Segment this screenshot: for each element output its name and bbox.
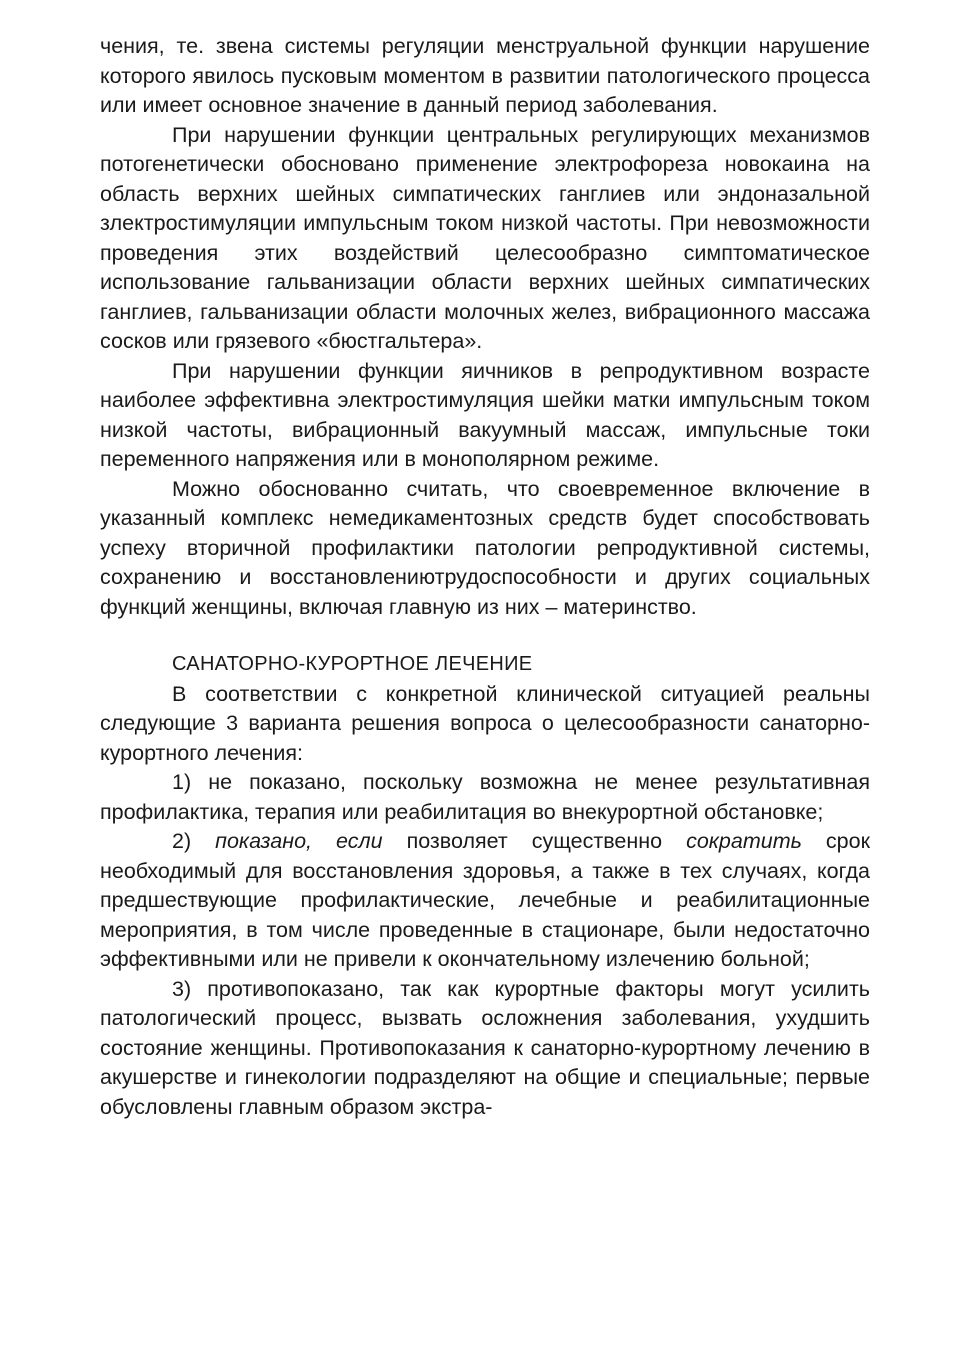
body-text	[100, 32, 870, 1122]
paragraph-central-mechanisms: При нарушении функции центральных регулирующих механизмов потогенетически обосновано применение электрофореза новокаина на область верхних шейных симпатических ганглиев или эндоназальной злектростимуляции импульсным током низкой частоты. При невозможности проведения этих воздействий целесообразно симптоматическое использование гальванизации области верхних шейных симпатических ганглиев, гальванизации области молочных желез, вибрационного массажа сосков или грязевого «бюстгальтера».	[100, 122, 870, 353]
item2-rest: срок необходимый для восстановления здоровья, а также в тех случаях, когда предшествующие профилактические, лечебные и реабилитационные мероприятия, в том числе проведенные в стационаре, были недостаточно эффективными или не привели к окончательному излечению больной;	[100, 829, 871, 971]
list-item-2	[100, 827, 870, 975]
list-item-3: 3) противопоказано, так как курортные факторы могут усилить патологический процесс, вызвать осложнения заболевания, ухудшить состояние женщины. Противопоказания к санаторно-курортному лечению в акушерстве и гинекологии подразделяют на общие и специальные; первые обусловлены главным образом экстра-	[100, 976, 870, 1119]
paragraph-ovarian-function: При нарушении функции яичников в репродуктивном возрасте наиболее эффективна электростимуляция шейки матки импульсным током низкой частоты, вибрационный вакуумный массаж, импульсные токи переменного напряжения или в монополярном режиме.	[100, 358, 870, 471]
section-heading: САНАТОРНО-КУРОРТНОЕ ЛЕЧЕНИЕ	[172, 653, 533, 675]
item2-emphasis-indicated: показано, если	[215, 829, 383, 853]
paragraph-continuation: чения, те. звена системы регуляции менструальной функции нарушение которого явилось пусковым моментом в развитии патологического процесса или имеет основное значение в данный период заболевания.	[100, 34, 870, 117]
list-item-1: 1) не показано, поскольку возможна не менее результативная профилактика, терапия или реабилитация во внекурортной обстановке;	[100, 770, 870, 824]
section-intro: В соответствии с конкретной клинической ситуацией реальны следующие 3 варианта решения вопроса о целесообразности санаторно-курортного лечения:	[100, 681, 870, 765]
section-gap	[100, 622, 870, 650]
item2-prefix: 2)	[172, 829, 216, 853]
item2-emphasis-shorten: сократить	[686, 829, 802, 853]
paragraph-conclusion: Можно обоснованно считать, что своевременное включение в указанный комплекс немедикаментозных средств будет способствовать успеху вторичной профилактики патологии репродуктивной системы, сохранению и восстановлениютрудоспособности и других социальных функций женщины, включая главную из них – материнство.	[100, 476, 870, 619]
item2-mid: позволяет существенно	[382, 829, 687, 853]
